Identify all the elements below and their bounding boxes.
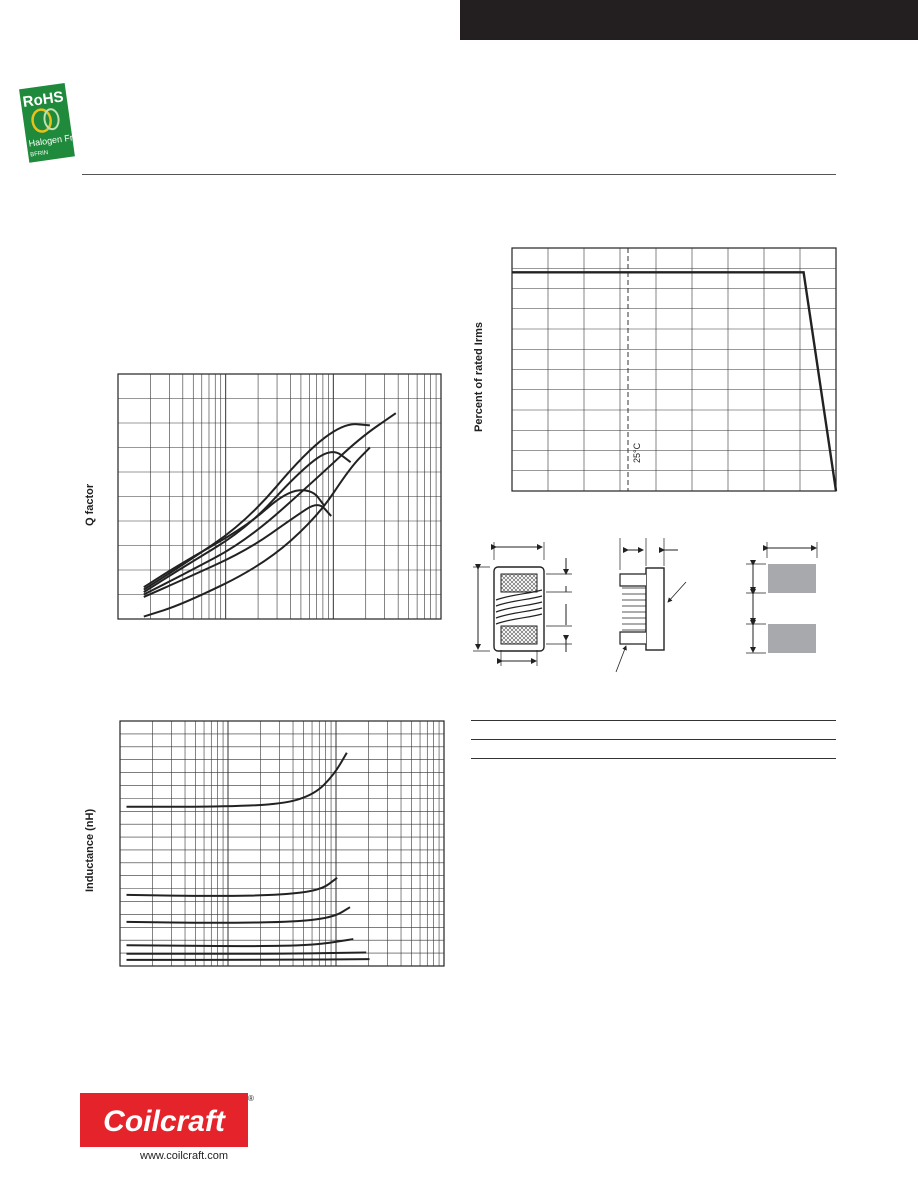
halogen-free-sub: BFRIN xyxy=(29,150,49,159)
table-rule-3 xyxy=(471,758,836,759)
halogen-free-text: Halogen Free xyxy=(28,131,84,149)
table-rule-2 xyxy=(471,739,836,740)
series-line-6 xyxy=(127,959,370,960)
dimension-drawings xyxy=(468,530,838,680)
current-derating-chart xyxy=(512,248,836,491)
header-divider xyxy=(82,174,836,175)
l-chart-ylabel: Inductance (nH) xyxy=(84,808,96,892)
top-view xyxy=(473,542,572,666)
rohs-halogen-free-logo xyxy=(18,82,84,164)
solder-pad-bottom xyxy=(768,624,816,653)
table-rule-1 xyxy=(471,720,836,721)
registered-mark: ® xyxy=(248,1094,254,1103)
derating-chart-ylabel: Percent of rated Irms xyxy=(473,321,485,432)
land-pattern xyxy=(746,542,817,653)
inductance-chart xyxy=(120,721,444,966)
side-view xyxy=(616,538,686,672)
q-chart-ylabel: Q factor xyxy=(84,483,96,526)
website-url: www.coilcraft.com xyxy=(140,1150,229,1162)
q-factor-chart xyxy=(118,374,441,619)
rohs-text: RoHS xyxy=(21,88,65,111)
ambient-temp-label: 25°C xyxy=(632,442,642,463)
solder-pad-top xyxy=(768,564,816,593)
company-name: Coilcraft xyxy=(103,1105,225,1138)
header-bar xyxy=(460,0,918,40)
